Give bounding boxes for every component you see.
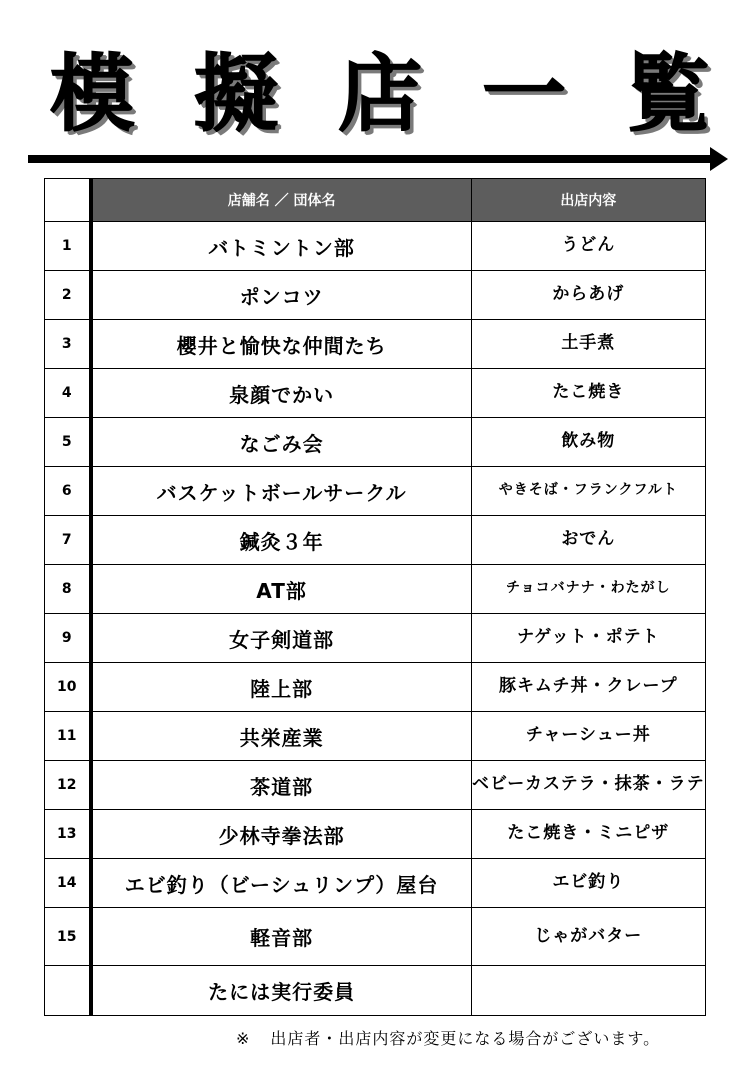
shop-content: うどん [471, 222, 705, 271]
row-number: 9 [45, 614, 91, 663]
shop-content: ベビーカステラ・抹茶・ラテ [471, 761, 705, 810]
table-row [45, 908, 706, 966]
row-number: 12 [45, 761, 91, 810]
row-number [45, 966, 91, 1016]
shop-content: 豚キムチ丼・クレープ [471, 663, 705, 712]
shop-content: 土手煮 [471, 320, 705, 369]
shop-name: エビ釣り（ビーシュリンプ）屋台 [91, 859, 472, 908]
shop-name: なごみ会 [91, 418, 472, 467]
title-char-3: 店 [337, 45, 422, 143]
row-number: 6 [45, 467, 91, 516]
row-number: 14 [45, 859, 91, 908]
shop-content: ナゲット・ポテト [471, 614, 705, 663]
shop-name: たには実行委員 [91, 966, 472, 1016]
footnote [236, 1026, 660, 1049]
shop-table [44, 178, 706, 1016]
table-row [45, 663, 706, 712]
row-number: 1 [45, 222, 91, 271]
shop-name: 鍼灸３年 [91, 516, 472, 565]
row-number: 7 [45, 516, 91, 565]
table-row [45, 565, 706, 614]
table-row [45, 966, 706, 1016]
right-arrow-divider [28, 146, 728, 172]
shop-name: 軽音部 [91, 908, 472, 966]
shop-content: やきそば・フランクフルト [471, 467, 705, 516]
title-char-4: 一 [481, 45, 566, 143]
shop-content: チョコバナナ・わたがし [471, 565, 705, 614]
shop-name: 泉顔でかい [91, 369, 472, 418]
shop-content: チャーシュー丼 [471, 712, 705, 761]
shop-content: おでん [471, 516, 705, 565]
shop-name: 櫻井と愉快な仲間たち [91, 320, 472, 369]
shop-name: バトミントン部 [91, 222, 472, 271]
row-number: 11 [45, 712, 91, 761]
shop-name: ポンコツ [91, 271, 472, 320]
shop-content [471, 966, 705, 1016]
header-number-cell [45, 179, 91, 222]
row-number: 3 [45, 320, 91, 369]
table-row [45, 761, 706, 810]
row-number: 4 [45, 369, 91, 418]
shop-content: じゃがバター [471, 908, 705, 966]
row-number: 8 [45, 565, 91, 614]
table-row [45, 467, 706, 516]
header-shop-content: 出店内容 [471, 179, 705, 222]
page-title [50, 44, 710, 144]
table-row [45, 320, 706, 369]
shop-content: エビ釣り [471, 859, 705, 908]
shop-name: AT部 [91, 565, 472, 614]
table-row [45, 271, 706, 320]
shop-name: 共栄産業 [91, 712, 472, 761]
table-row [45, 418, 706, 467]
shop-name: 陸上部 [91, 663, 472, 712]
shop-content: 飲み物 [471, 418, 705, 467]
shop-content: たこ焼き [471, 369, 705, 418]
header-shop-name: 店舗名 ／ 団体名 [91, 179, 472, 222]
table-row [45, 859, 706, 908]
row-number: 5 [45, 418, 91, 467]
shop-name: 少林寺拳法部 [91, 810, 472, 859]
shop-name: 女子剣道部 [91, 614, 472, 663]
table-row [45, 712, 706, 761]
table-header-row [45, 179, 706, 222]
note-mark: ※ [236, 1029, 251, 1048]
row-number: 10 [45, 663, 91, 712]
table-row [45, 614, 706, 663]
shop-content: たこ焼き・ミニピザ [471, 810, 705, 859]
table-row [45, 516, 706, 565]
table-row [45, 222, 706, 271]
table-row [45, 369, 706, 418]
row-number: 2 [45, 271, 91, 320]
title-char-5: 覧 [625, 45, 710, 143]
row-number: 13 [45, 810, 91, 859]
shop-name: バスケットボールサークル [91, 467, 472, 516]
row-number: 15 [45, 908, 91, 966]
table-row [45, 810, 706, 859]
title-char-1: 模 [50, 45, 135, 143]
shop-content: からあげ [471, 271, 705, 320]
title-char-2: 擬 [193, 45, 278, 143]
shop-name: 茶道部 [91, 761, 472, 810]
note-text: 出店者・出店内容が変更になる場合がございます。 [270, 1029, 661, 1048]
